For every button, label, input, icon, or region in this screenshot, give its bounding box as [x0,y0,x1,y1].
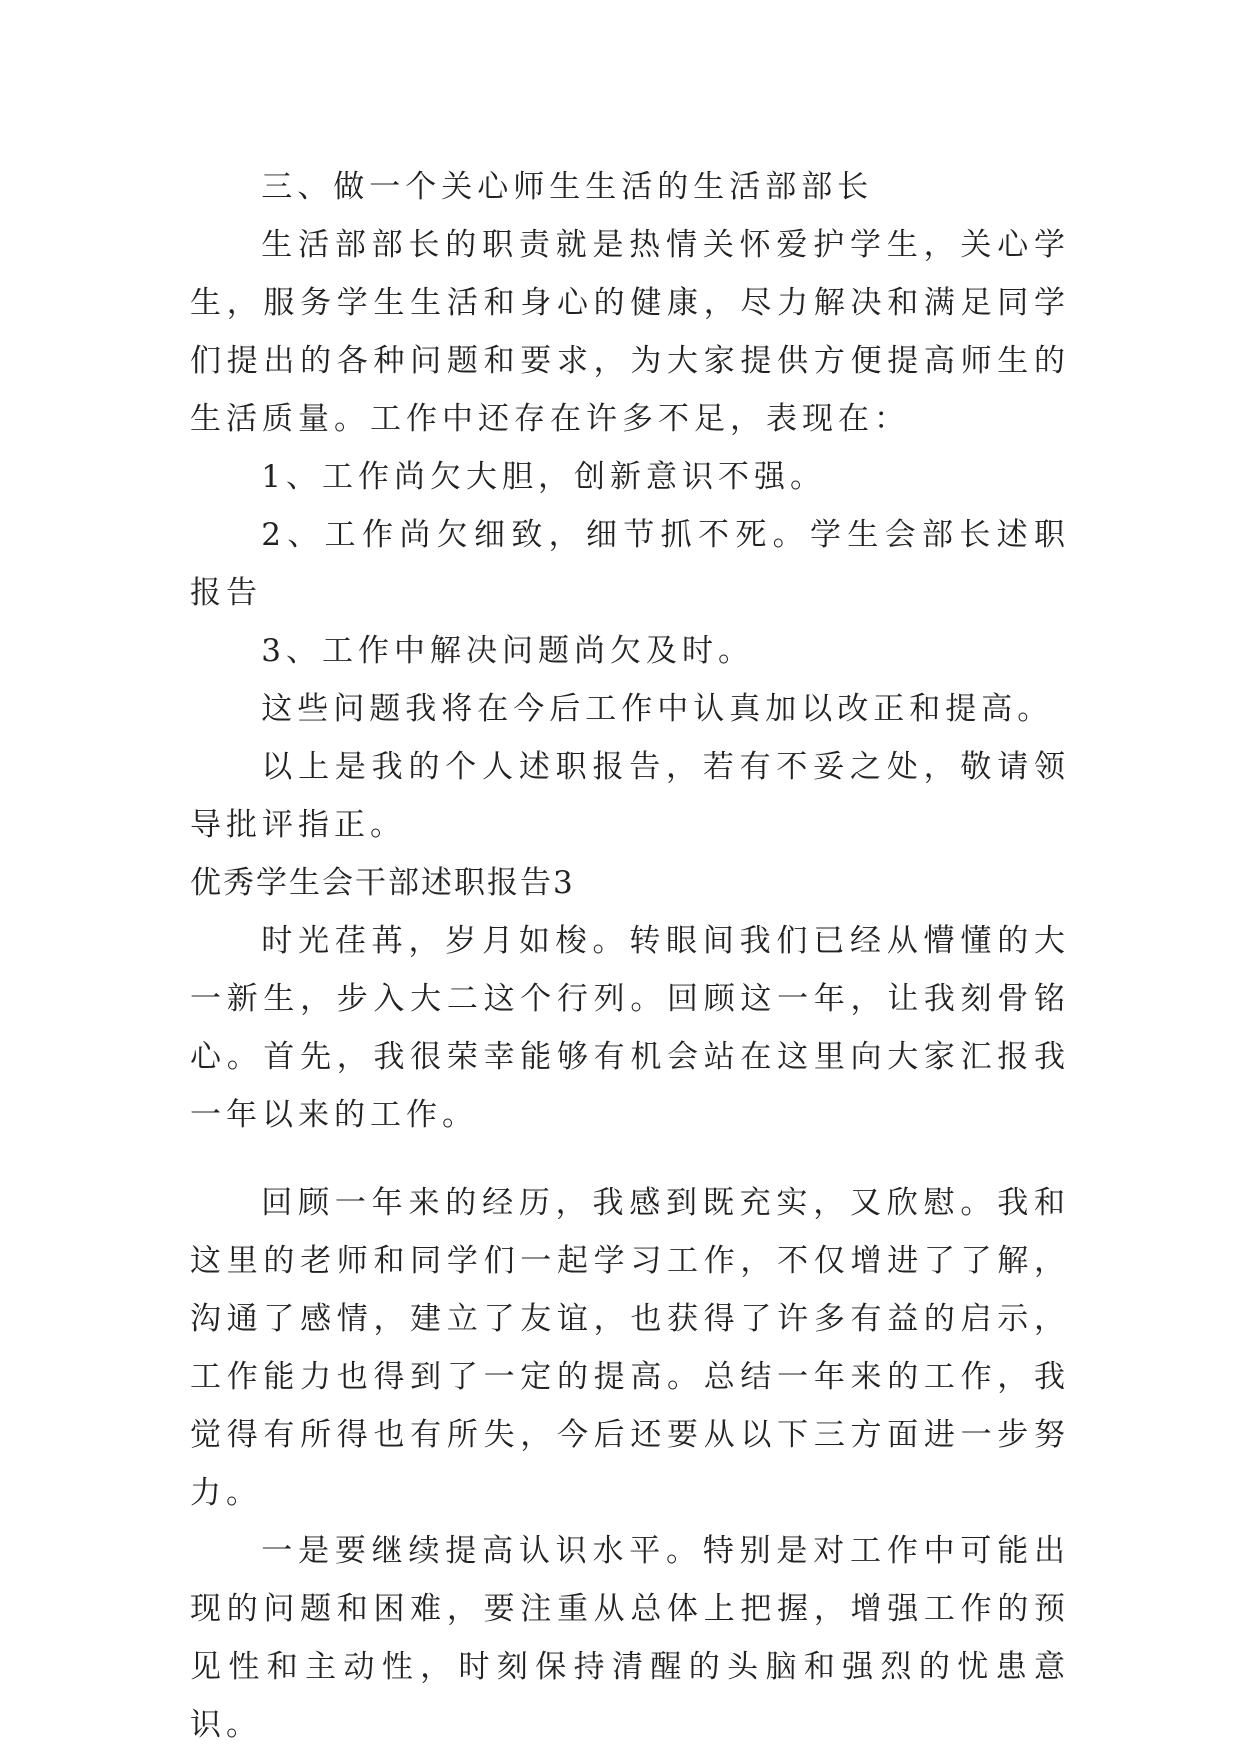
document-body [190,158,1070,1754]
paragraph: 这些问题我将在今后工作中认真加以改正和提高。 [261,691,1054,727]
paragraph-gap [190,1144,1070,1174]
paragraph: 以上是我的个人述职报告，若有不妥之处，敬请领导批评指正。 [190,749,1070,843]
list-item: 2、工作尚欠细致，细节抓不死。学生会部长述职报告 [190,517,1070,611]
paragraph: 一是要继续提高认识水平。特别是对工作中可能出现的问题和困难，要注重从总体上把握，增强工作的预见性和主动性，时刻保持清醒的头脑和强烈的忧患意识。 [190,1533,1070,1743]
section-title: 三、做一个关心师生生活的生活部部长 [261,169,874,205]
report-title: 优秀学生会干部述职报告3 [190,865,575,901]
paragraph: 时光荏苒，岁月如梭。转眼间我们已经从懵懂的大一新生，步入大二这个行列。回顾这一年，让我刻骨铭心。首先，我很荣幸能够有机会站在这里向大家汇报我一年以来的工作。 [190,923,1070,1133]
list-item: 1、工作尚欠大胆，创新意识不强。 [261,459,827,495]
paragraph: 生活部部长的职责就是热情关怀爱护学生，关心学生，服务学生生活和身心的健康，尽力解决和满足同学们提出的各种问题和要求，为大家提供方便提高师生的生活质量。工作中还存在许多不足，表现在： [190,227,1070,437]
paragraph: 回顾一年来的经历，我感到既充实，又欣慰。我和这里的老师和同学们一起学习工作，不仅增进了了解，沟通了感情，建立了友谊，也获得了许多有益的启示，工作能力也得到了一定的提高。总结一年来的工作，我觉得有所得也有所失，今后还要从以下三方面进一步努力。 [190,1185,1070,1511]
list-item: 3、工作中解决问题尚欠及时。 [261,633,755,669]
